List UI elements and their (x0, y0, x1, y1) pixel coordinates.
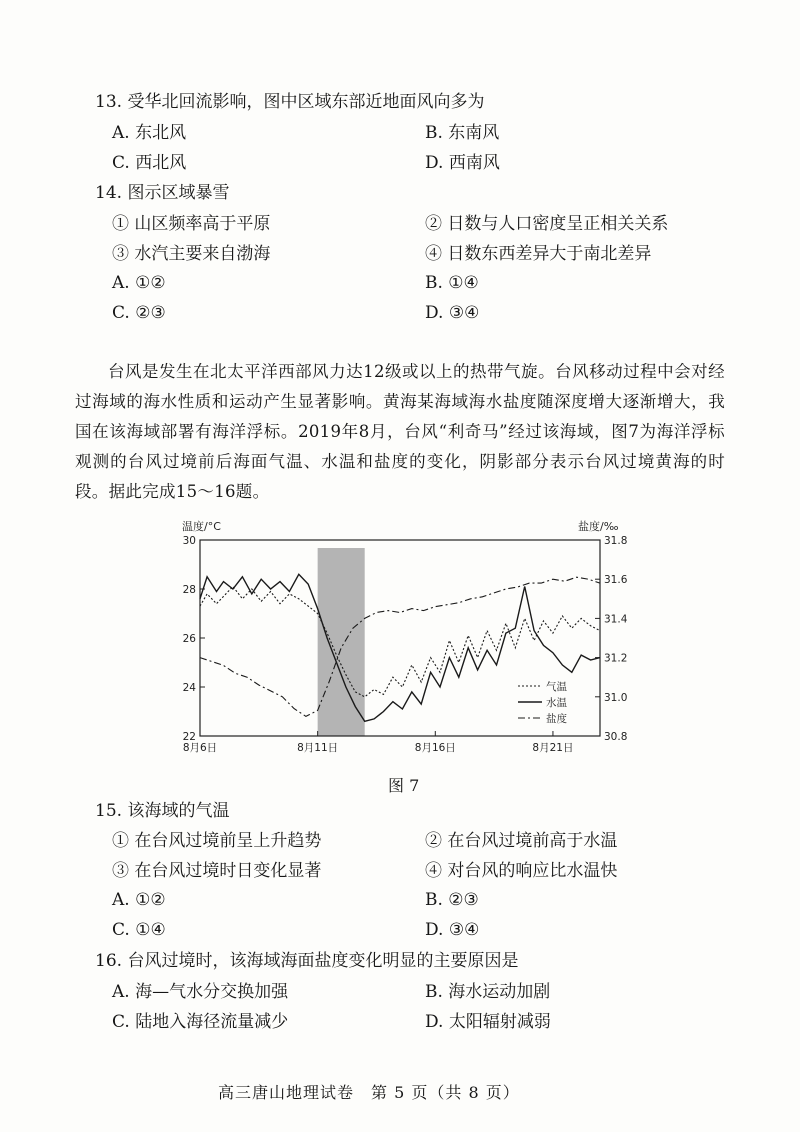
q16-option-a: A. 海—气水分交换加强 (112, 982, 289, 1002)
q14-statement-4: ④ 日数东西差异大于南北差异 (425, 244, 652, 264)
q14-option-d: D. ③④ (425, 303, 480, 323)
legend-label: 气温 (546, 681, 567, 693)
passage (75, 357, 725, 507)
q15-statement-4: ④ 对台风的响应比水温快 (425, 861, 618, 881)
figure-caption: 图 7 (388, 776, 420, 795)
series-line-air-temp (200, 587, 600, 697)
x-tick-label: 8月16日 (414, 742, 456, 754)
question-13-stem: 13. 受华北回流影响，图中区域东部近地面风向多为 (95, 92, 485, 112)
q14-option-a: A. ①② (112, 273, 166, 293)
figure-7-chart (180, 518, 628, 768)
question-15-stem: 15. 该海域的气温 (95, 801, 230, 821)
y-right-tick-label: 31.2 (604, 652, 628, 665)
y-left-tick-label: 30 (182, 535, 196, 547)
x-tick-label: 8月11日 (297, 742, 339, 754)
q16-option-d: D. 太阳辐射减弱 (425, 1012, 551, 1032)
q15-option-c: C. ①④ (112, 920, 166, 940)
question-16-stem: 16. 台风过境时，该海域海面盐度变化明显的主要原因是 (95, 951, 519, 971)
legend-label: 盐度 (546, 713, 567, 725)
y-left-axis-label: 温度/°C (182, 520, 221, 533)
q14-statement-2: ② 日数与人口密度呈正相关关系 (425, 214, 669, 234)
q15-statement-2: ② 在台风过境前高于水温 (425, 831, 618, 851)
q16-option-b: B. 海水运动加剧 (425, 982, 551, 1002)
q14-statement-1: ① 山区频率高于平原 (112, 214, 271, 234)
q15-option-b: B. ②③ (425, 890, 479, 910)
q15-statement-3: ③ 在台风过境时日变化显著 (112, 861, 322, 881)
y-left-tick-label: 22 (182, 731, 196, 743)
series-line-salinity (200, 577, 600, 716)
q14-option-c: C. ②③ (112, 303, 166, 323)
series-line-water-temp (200, 574, 600, 721)
y-right-tick-label: 30.8 (604, 731, 628, 743)
legend-label: 水温 (546, 697, 567, 709)
typhoon-period-shade (318, 548, 365, 736)
q16-option-c: C. 陆地入海径流量减少 (112, 1012, 289, 1032)
q13-option-c: C. 西北风 (112, 153, 187, 173)
q14-option-b: B. ①④ (425, 273, 479, 293)
y-right-tick-label: 31.4 (604, 613, 628, 626)
y-right-tick-label: 31.6 (604, 574, 628, 587)
passage-text: 台风是发生在北太平洋西部风力达12级或以上的热带气旋。台风移动过程中会对经过海域的海水性质和运动产生显著影响。黄海某海域海水盐度随深度增大逐渐增大，我国在该海域部署有海洋浮标。2019年8月，台风“利奇马”经过该海域，图7为海洋浮标观测的台风过境前后海面气温、水温和盐度的变化，阴影部分表示台风过境黄海的时段。据此完成15～16题。 (75, 362, 725, 501)
q14-statement-3: ③ 水汽主要来自渤海 (112, 244, 271, 264)
q15-option-a: A. ①② (112, 890, 166, 910)
q15-statement-1: ① 在台风过境前呈上升趋势 (112, 831, 322, 851)
y-right-tick-label: 31.0 (604, 691, 628, 704)
y-right-tick-label: 31.8 (604, 535, 628, 547)
q15-option-d: D. ③④ (425, 920, 480, 940)
x-tick-label: 8月6日 (182, 742, 218, 754)
q13-option-d: D. 西南风 (425, 153, 500, 173)
y-left-tick-label: 26 (182, 633, 196, 645)
page-footer: 高三唐山地理试卷 第 5 页（共 8 页） (218, 1083, 520, 1102)
q13-option-a: A. 东北风 (112, 123, 187, 143)
question-14-stem: 14. 图示区域暴雪 (95, 183, 230, 203)
q13-option-b: B. 东南风 (425, 123, 500, 143)
x-tick-label: 8月21日 (532, 742, 574, 754)
y-left-tick-label: 24 (182, 682, 196, 694)
y-left-tick-label: 28 (182, 584, 196, 596)
y-right-axis-label: 盐度/‰ (578, 520, 619, 533)
